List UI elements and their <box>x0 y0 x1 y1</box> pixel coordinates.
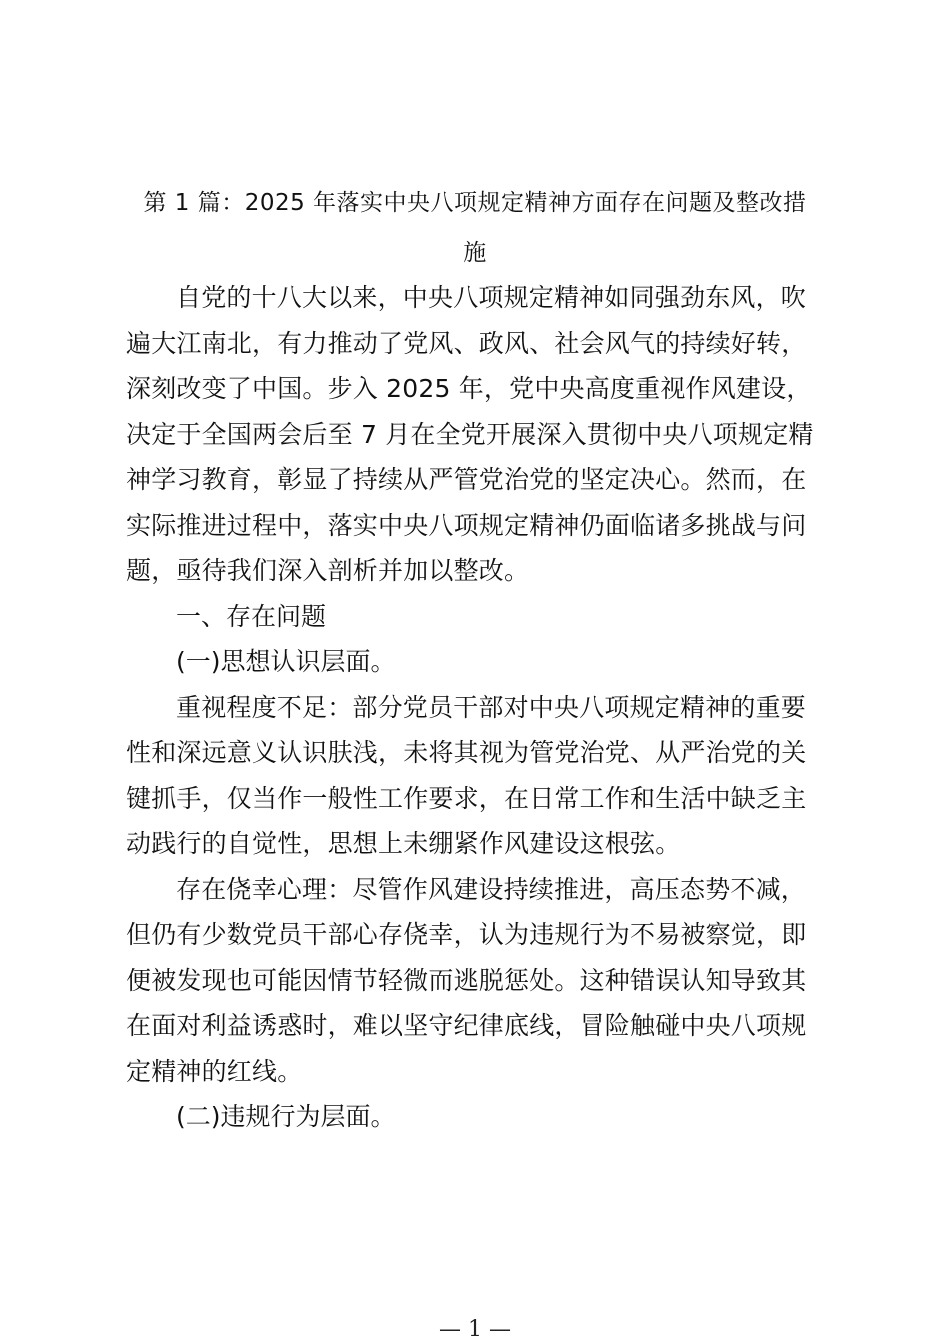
intro-line: 决定于全国两会后至 7 月在全党开展深入贯彻中央八项规定精 <box>126 419 814 449</box>
paragraph-line: 在面对利益诱惑时，难以坚守纪律底线，冒险触碰中央八项规 <box>126 1011 807 1040</box>
paragraph-line: 定精神的红线。 <box>126 1056 303 1086</box>
section-heading-problems: 一、存在问题 <box>176 601 327 631</box>
page-number: — 1 — <box>439 1317 511 1342</box>
title-line-2: 施 <box>463 240 487 266</box>
intro-line: 自党的十八大以来，中央八项规定精神如同强劲东风，吹 <box>176 283 807 312</box>
paragraph-line: 键抓手，仅当作一般性工作要求，在日常工作和生活中缺乏主 <box>126 783 807 813</box>
document-body <box>126 275 818 1140</box>
paragraph-line: 动践行的自觉性，思想上未绷紧作风建设这根弦。 <box>126 829 681 858</box>
paragraph-line: 存在侥幸心理：尽管作风建设持续推进，高压态势不减， <box>176 874 807 904</box>
document-title <box>118 178 832 278</box>
paragraph-line: 但仍有少数党员干部心存侥幸，认为违规行为不易被察觉，即 <box>126 920 807 949</box>
subsection-heading-thinking: (一)思想认识层面。 <box>176 647 396 676</box>
title-line-1: 第 1 篇：2025 年落实中央八项规定精神方面存在问题及整改措 <box>143 190 807 216</box>
subsection-heading-violations: (二)违规行为层面。 <box>176 1102 396 1131</box>
paragraph-line: 便被发现也可能因情节轻微而逃脱惩处。这种错误认知导致其 <box>126 965 807 995</box>
paragraph-luck <box>126 867 818 1095</box>
intro-paragraph <box>126 275 818 594</box>
paragraph-line: 重视程度不足：部分党员干部对中央八项规定精神的重要 <box>176 692 807 722</box>
intro-line: 实际推进过程中，落实中央八项规定精神仍面临诸多挑战与问 <box>126 510 807 540</box>
paragraph-line: 性和深远意义认识肤浅，未将其视为管党治党、从严治党的关 <box>126 738 807 767</box>
intro-line: 深刻改变了中国。步入 2025 年，党中央高度重视作风建设， <box>126 374 812 403</box>
intro-line: 神学习教育，彰显了持续从严管党治党的坚定决心。然而，在 <box>126 465 807 494</box>
intro-line: 题，亟待我们深入剖析并加以整改。 <box>126 556 530 585</box>
intro-line: 遍大江南北，有力推动了党风、政风、社会风气的持续好转， <box>126 328 807 358</box>
paragraph-importance <box>126 685 818 867</box>
